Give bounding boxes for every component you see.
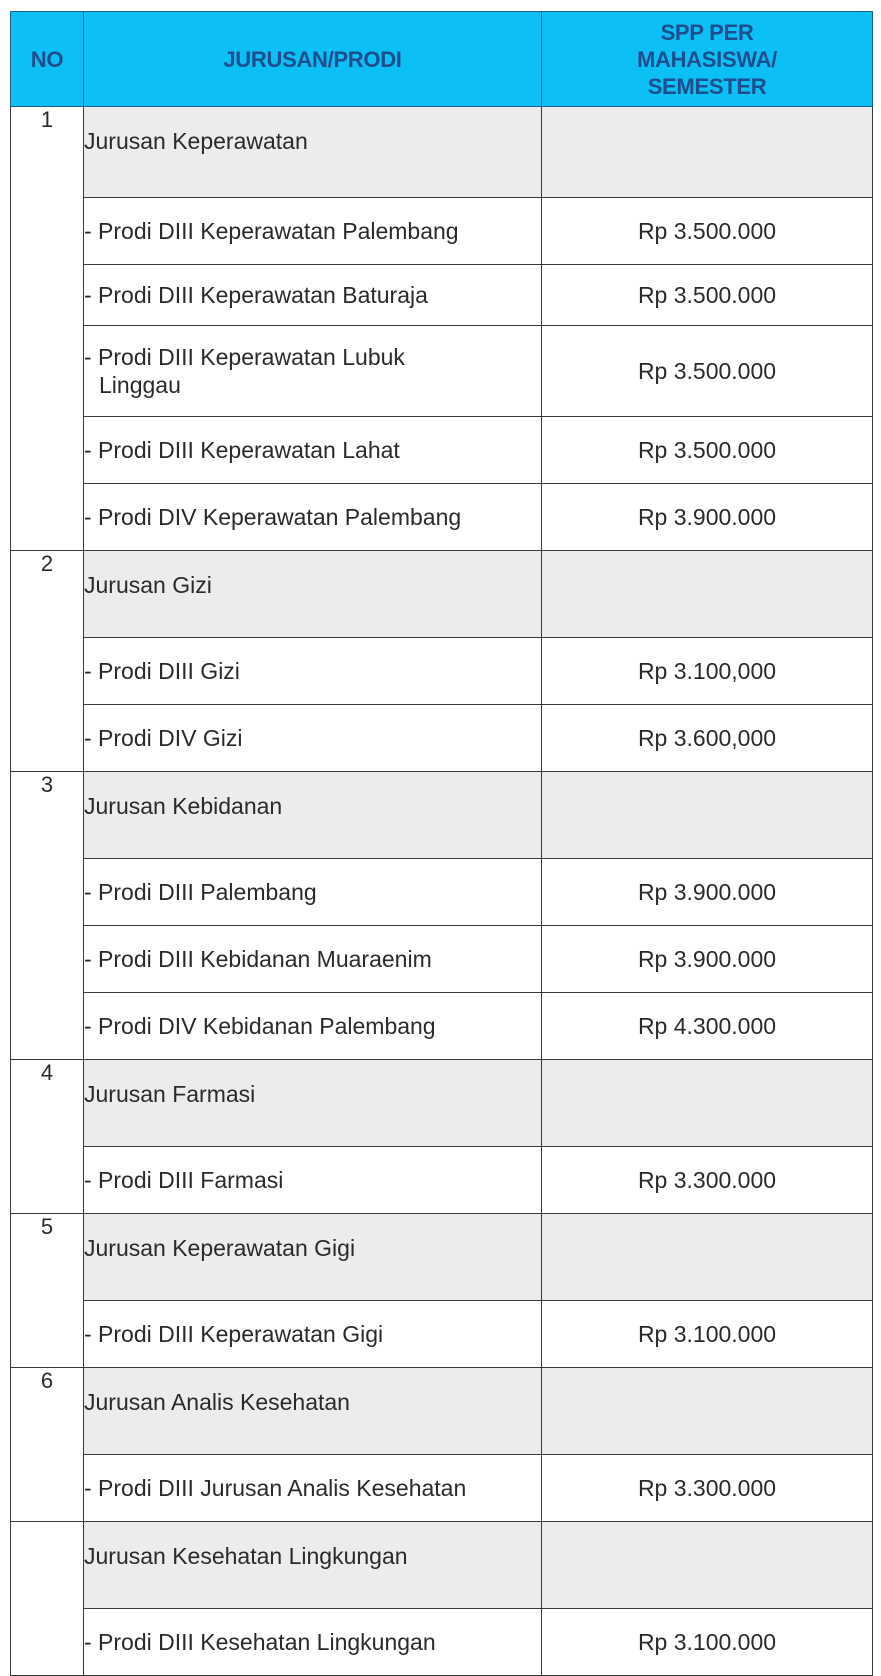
jurusan-row bbox=[11, 1522, 873, 1609]
jurusan-row bbox=[11, 1368, 873, 1455]
prodi-row bbox=[11, 1301, 873, 1368]
jurusan-name: Jurusan Gizi bbox=[84, 551, 542, 638]
prodi-row bbox=[11, 1609, 873, 1676]
jurusan-name: Jurusan Kesehatan Lingkungan bbox=[84, 1522, 542, 1609]
header-spp-label: SPP PER MAHASISWA/ SEMESTER bbox=[636, 19, 777, 99]
prodi-spp: Rp 3.300.000 bbox=[542, 1147, 873, 1214]
prodi-row bbox=[11, 993, 873, 1060]
prodi-name: - Prodi DIII Keperawatan Palembang bbox=[84, 198, 542, 265]
row-number: 1 bbox=[11, 107, 84, 551]
jurusan-spp-empty bbox=[542, 1522, 873, 1609]
table-body bbox=[11, 107, 873, 1676]
prodi-spp: Rp 3.500.000 bbox=[542, 198, 873, 265]
prodi-row bbox=[11, 1455, 873, 1522]
prodi-row bbox=[11, 926, 873, 993]
prodi-spp: Rp 4.300.000 bbox=[542, 993, 873, 1060]
prodi-spp: Rp 3.900.000 bbox=[542, 859, 873, 926]
prodi-spp: Rp 3.500.000 bbox=[542, 265, 873, 326]
prodi-name: - Prodi DIII Palembang bbox=[84, 859, 542, 926]
prodi-name: - Prodi DIII Kesehatan Lingkungan bbox=[84, 1609, 542, 1676]
prodi-spp: Rp 3.600,000 bbox=[542, 705, 873, 772]
row-number: 2 bbox=[11, 551, 84, 772]
jurusan-spp-empty bbox=[542, 1060, 873, 1147]
jurusan-spp-empty bbox=[542, 772, 873, 859]
prodi-spp: Rp 3.100,000 bbox=[542, 638, 873, 705]
jurusan-name: Jurusan Keperawatan Gigi bbox=[84, 1214, 542, 1301]
prodi-spp: Rp 3.100.000 bbox=[542, 1301, 873, 1368]
jurusan-name: Jurusan Keperawatan bbox=[84, 107, 542, 198]
header-jurusan-prodi: JURUSAN/PRODI bbox=[84, 12, 542, 107]
row-number: 3 bbox=[11, 772, 84, 1060]
prodi-spp: Rp 3.900.000 bbox=[542, 484, 873, 551]
prodi-row bbox=[11, 484, 873, 551]
jurusan-spp-empty bbox=[542, 107, 873, 198]
jurusan-row bbox=[11, 107, 873, 198]
prodi-name: - Prodi DIV Kebidanan Palembang bbox=[84, 993, 542, 1060]
jurusan-row bbox=[11, 772, 873, 859]
prodi-name: - Prodi DIII Keperawatan Lahat bbox=[84, 417, 542, 484]
prodi-row bbox=[11, 417, 873, 484]
row-number bbox=[11, 1522, 84, 1676]
spp-table bbox=[10, 11, 873, 1676]
prodi-name: - Prodi DIV Gizi bbox=[84, 705, 542, 772]
prodi-row bbox=[11, 1147, 873, 1214]
jurusan-name: Jurusan Kebidanan bbox=[84, 772, 542, 859]
header-no: NO bbox=[11, 12, 84, 107]
prodi-spp: Rp 3.500.000 bbox=[542, 326, 873, 417]
header-spp bbox=[542, 12, 873, 107]
prodi-name: - Prodi DIII Keperawatan Lubuk Linggau bbox=[84, 326, 542, 417]
prodi-name: - Prodi DIII Farmasi bbox=[84, 1147, 542, 1214]
jurusan-spp-empty bbox=[542, 551, 873, 638]
jurusan-name: Jurusan Analis Kesehatan bbox=[84, 1368, 542, 1455]
prodi-spp: Rp 3.300.000 bbox=[542, 1455, 873, 1522]
prodi-row bbox=[11, 326, 873, 417]
jurusan-name: Jurusan Farmasi bbox=[84, 1060, 542, 1147]
prodi-row bbox=[11, 638, 873, 705]
prodi-row bbox=[11, 198, 873, 265]
row-number: 6 bbox=[11, 1368, 84, 1522]
prodi-name: - Prodi DIII Keperawatan Baturaja bbox=[84, 265, 542, 326]
prodi-name: - Prodi DIII Gizi bbox=[84, 638, 542, 705]
prodi-row bbox=[11, 705, 873, 772]
row-number: 5 bbox=[11, 1214, 84, 1368]
prodi-row bbox=[11, 859, 873, 926]
prodi-name: - Prodi DIV Keperawatan Palembang bbox=[84, 484, 542, 551]
jurusan-spp-empty bbox=[542, 1214, 873, 1301]
row-number: 4 bbox=[11, 1060, 84, 1214]
prodi-name: - Prodi DIII Jurusan Analis Kesehatan bbox=[84, 1455, 542, 1522]
jurusan-row bbox=[11, 1060, 873, 1147]
prodi-row bbox=[11, 265, 873, 326]
jurusan-spp-empty bbox=[542, 1368, 873, 1455]
prodi-spp: Rp 3.500.000 bbox=[542, 417, 873, 484]
prodi-name: - Prodi DIII Keperawatan Gigi bbox=[84, 1301, 542, 1368]
jurusan-row bbox=[11, 1214, 873, 1301]
jurusan-row bbox=[11, 551, 873, 638]
prodi-spp: Rp 3.100.000 bbox=[542, 1609, 873, 1676]
prodi-spp: Rp 3.900.000 bbox=[542, 926, 873, 993]
table-header bbox=[11, 12, 873, 107]
prodi-name: - Prodi DIII Kebidanan Muaraenim bbox=[84, 926, 542, 993]
